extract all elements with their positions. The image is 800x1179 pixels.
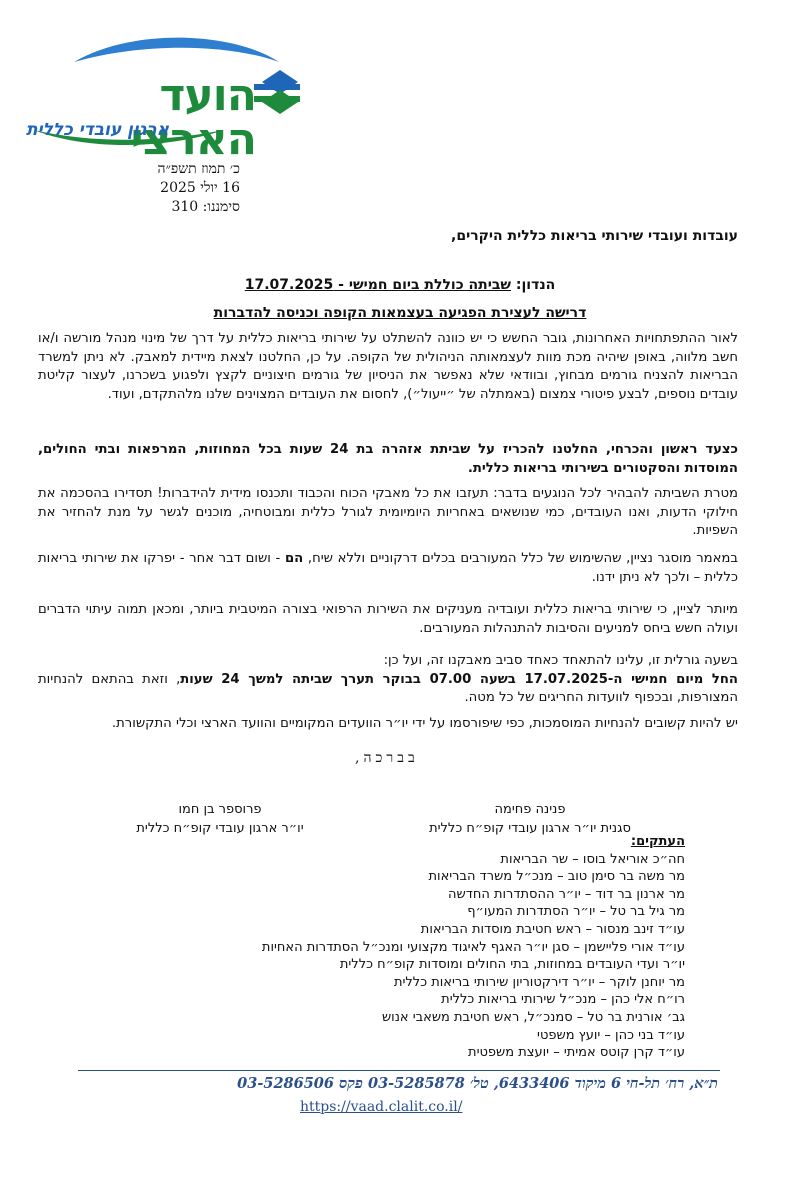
- cc-item: חה״כ אוריאל בוסו – שר הבריאות: [500, 851, 685, 867]
- logo-subtitle: ארגון עובדי כללית: [26, 120, 170, 140]
- subject-line: [60, 277, 740, 293]
- paragraph-7: יש להיות קשובים להנחיות המוסמכות, כפי שיפורסמו על ידי יו״ר הוועדים המקומיים והוועד הארצי וכלי התקשורת.: [111, 716, 738, 731]
- paragraph-6-rest: , וזאת בהתאם להנחיות המצורפות, ובכפוף לוועדות החריגים של כל מטה.: [38, 671, 738, 706]
- cc-item: מר יוחנן לוקר – יו״ר דירקטוריון שירותי בריאות כללית: [393, 974, 685, 990]
- paragraph-2: כצעד ראשון והכרחי, החלטנו להכריז על שביתת אזהרה בת 24 שעות בכל המחוזות, המרפאות ובתי החולים, המוסדות והסקטורים בשירותי בריאות כללית.: [38, 442, 738, 476]
- hebrew-date: כ׳ תמוז תשפ״ה: [157, 161, 240, 177]
- cc-title: העתקים:: [630, 834, 685, 849]
- website-link[interactable]: https://vaad.clalit.co.il/: [300, 1099, 463, 1115]
- subject-date: 17.07.2025: [244, 277, 334, 293]
- cc-list: [185, 833, 685, 1062]
- paragraph-4-emphasis: הם: [284, 551, 304, 566]
- cc-item: עו״ד קרן קוטס אמיתי – יועצת משפטית: [468, 1045, 685, 1061]
- signatory-name: פרוספר בן חמו: [178, 802, 262, 817]
- cc-item: גב׳ אורנית בר טל – סמנכ״ל, ראש חטיבת משאבי אנוש: [381, 1009, 685, 1025]
- reference-number: סימננו: 310: [171, 199, 240, 215]
- footer-address: ת״א, רח׳ תל-חי 6 מיקוד 6433406, טל׳ 03-5285878 פקס 03-5286506: [237, 1075, 718, 1092]
- footer-divider: [78, 1070, 720, 1071]
- cc-item: עו״ד בני כהן – יועץ משפטי: [537, 1027, 685, 1043]
- cc-item: מר משה בר סימן טוב – מנכ״ל משרד הבריאות: [428, 869, 685, 885]
- logo-title: הועד הארצי: [130, 70, 256, 165]
- paragraph-4-part-a: במאמר מוסגר נציין, שהשימוש של כלל המעורבים בכלים דרקוניים וללא שיח,: [303, 551, 739, 566]
- cc-item: מר גיל בר טל – יו״ר הסתדרות המעו״ף: [467, 904, 685, 920]
- signatory-name: פנינה פחימה: [494, 802, 566, 817]
- paragraph-6-intro: בשעה גורלית זו, עלינו להתאחד כאחד סביב מאבקנו זה, ועל כן:: [383, 653, 738, 668]
- salutation: עובדות ועובדי שירותי בריאות כללית היקרים,: [451, 228, 738, 244]
- paragraph-6: [38, 652, 738, 708]
- cc-item: מר ארנון בר דוד – יו״ר ההסתדרות החדשה: [448, 886, 685, 902]
- signatory-title: סגנית יו״ר ארגון עובדי קופ״ח כללית: [429, 821, 631, 836]
- cc-item: עו״ד אורי פליישמן – סגן יו״ר האגף לאיגוד מקצועי ומנכ״ל הסתדרות האחיות: [261, 939, 685, 955]
- cc-item: רו״ח אלי כהן – מנכ״ל שירותי בריאות כללית: [441, 992, 685, 1008]
- paragraph-1: לאור ההתפתחויות האחרונות, גובר החשש כי יש כוונה להשתלט על שירותי בריאות כללית על דרך של מינוי מנהל מורשה ו/או חשב מלווה, באופן שיהיה מכת מוות לעצמאותה הניהולית של הקופה. על כן, החלטנו לצאת מיידית למאבק. לא ניתן למשרד הבריאות להצניח גורמים מבחוץ, ובוודאי שלא נאפשר את הניסיון של גורמים חיצוניים לקצץ ולפגוע בשכרנו, לעצור קליטת עובדים נוספים, לבצע פיטורי צמצום (באמתלה של ״ייעול״), לחסום את העובדים המצוינים שלנו מלהתקדם, ועוד.: [38, 331, 738, 402]
- date-block: [60, 160, 240, 217]
- paragraph-5: מיותר לציין, כי שירותי בריאות כללית ועובדיה מעניקים את השירות הרפואי בצורה המיטבית ביותר, ומכאן תמוה עיתוי הדברים ועולה חשש ביחס למניעים והסיבות להתנהלות המעורבים.: [38, 602, 738, 636]
- paragraph-4-part-b: - ושום דבר אחר - יפרקו את שירותי בריאות כללית – ולכך לא ניתן ידנו.: [38, 551, 738, 585]
- organization-logo: [14, 22, 304, 165]
- gregorian-date: 16 יולי 2025: [160, 180, 240, 196]
- signatory-title: יו״ר ארגון עובדי קופ״ח כללית: [136, 821, 304, 836]
- letter-subheading: דרישה לעצירת הפגיעה בעצמאות הקופה וכניסה להדברות: [213, 305, 587, 321]
- closing-blessing: בברכה,: [355, 750, 419, 766]
- paragraph-3: מטרת השביתה להבהיר לכל הנוגעים בדבר: תעזבו את כל מאבקי הכוח והכבוד ותכנסו מידית להידברות! תסדירו בהסכמה את חילוקי הדעות, ואנו העובדים, כמי שנושאים באחריות היומיומית לגורל כללית ומבוטחיה, מוכנים לגשר על מנת להחזיר את השפיות.: [38, 486, 738, 539]
- subject-text: שביתה כוללת ביום חמישי -: [333, 277, 511, 293]
- subject-prefix: הנדון:: [515, 277, 556, 293]
- cc-item: יו״ר ועדי העובדים במחוזות, בתי החולים ומוסדות קופ״ח כללית: [339, 957, 685, 973]
- cc-item: עו״ד זינב מנסור – ראש חטיבת מוסדות הבריאות: [420, 921, 685, 937]
- paragraph-4: [38, 550, 738, 587]
- strike-announcement: החל מיום חמישי ה-17.07.2025 בשעה 07.00 בבוקר תערך שביתה למשך 24 שעות: [180, 671, 738, 687]
